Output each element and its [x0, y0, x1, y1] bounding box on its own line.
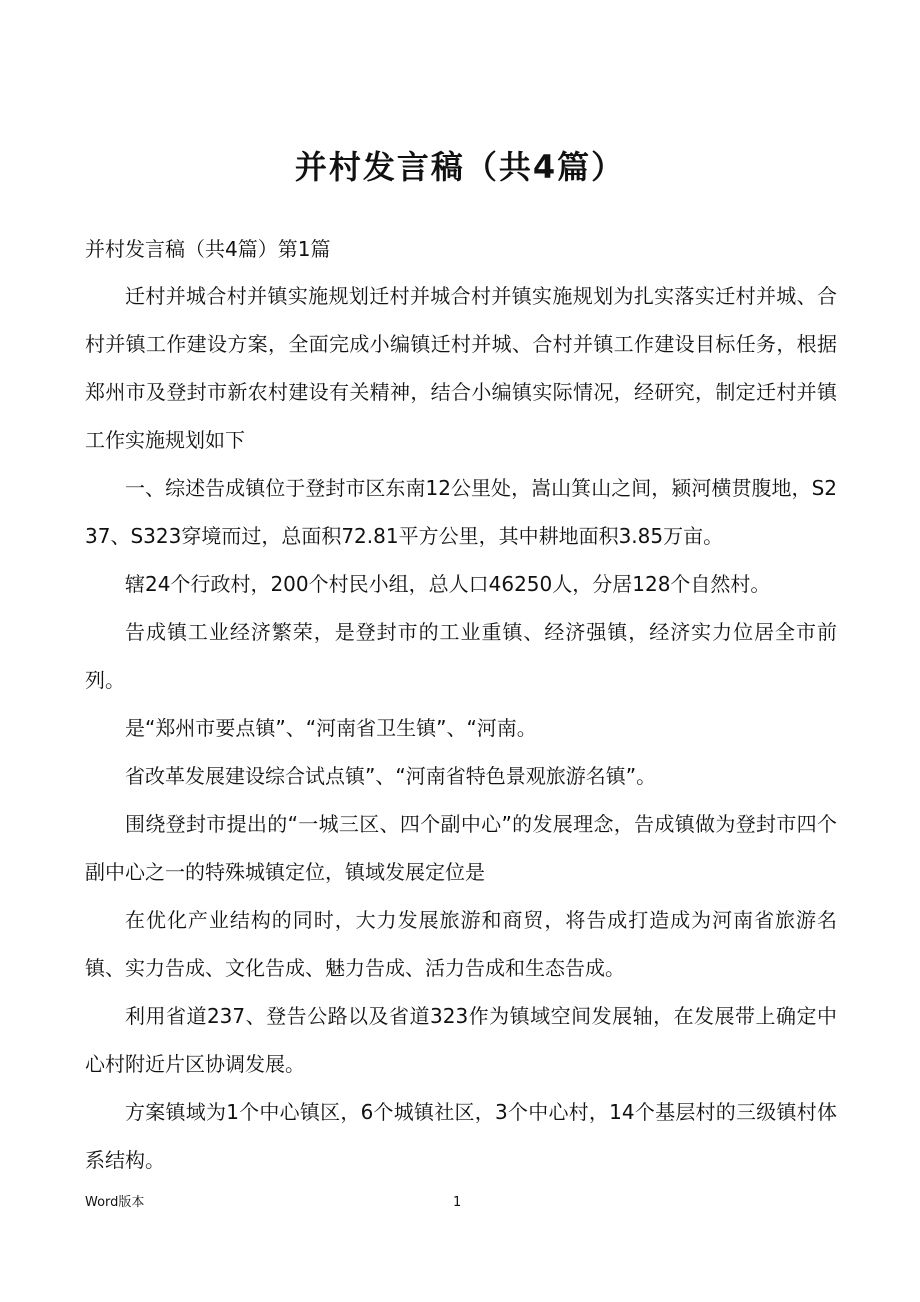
paragraph: 在优化产业结构的同时，大力发展旅游和商贸，将告成打造成为河南省旅游名镇、实力告成、文化告成、魅力告成、活力告成和生态告成。: [85, 908, 837, 980]
paragraph: 告成镇工业经济繁荣，是登封市的工业重镇、经济强镇，经济实力位居全市前列。: [85, 620, 837, 692]
paragraph: 围绕登封市提出的“一城三区、四个副中心”的发展理念，告成镇做为登封市四个副中心之一的特殊城镇定位，镇域发展定位是: [85, 812, 837, 884]
paragraph: 迁村并城合村并镇实施规划迁村并城合村并镇实施规划为扎实落实迁村并城、合村并镇工作建设方案，全面完成小编镇迁村并城、合村并镇工作建设目标任务，根据郑州市及登封市新农村建设有关精神，结合小编镇实际情况，经研究，制定迁村并镇工作实施规划如下: [85, 284, 837, 452]
paragraph: 方案镇域为1个中心镇区，6个城镇社区，3个中心村，14个基层村的三级镇村体系结构。: [85, 1100, 837, 1172]
paragraph: 省改革发展建设综合试点镇”、“河南省特色景观旅游名镇”。: [125, 764, 657, 788]
paragraph: 利用省道237、登告公路以及省道323作为镇域空间发展轴，在发展带上确定中心村附近片区协调发展。: [85, 1004, 837, 1076]
page-number: 1: [453, 1195, 462, 1210]
paragraph: 是“郑州市要点镇”、“河南省卫生镇”、“河南。: [125, 716, 537, 740]
footer-label: Word版本: [85, 1195, 145, 1210]
document-body: [85, 226, 837, 1184]
document-title: 并村发言稿（共4篇）: [294, 148, 626, 186]
paragraph: 辖24个行政村，200个村民小组，总人口46250人，分居128个自然村。: [125, 572, 771, 596]
section-heading: 并村发言稿（共4篇）第1篇: [85, 237, 331, 261]
paragraph: 一、综述告成镇位于登封市区东南12公里处，嵩山箕山之间，颍河横贯腹地，S237、S323穿境而过，总面积72.81平方公里，其中耕地面积3.85万亩。: [85, 476, 837, 548]
